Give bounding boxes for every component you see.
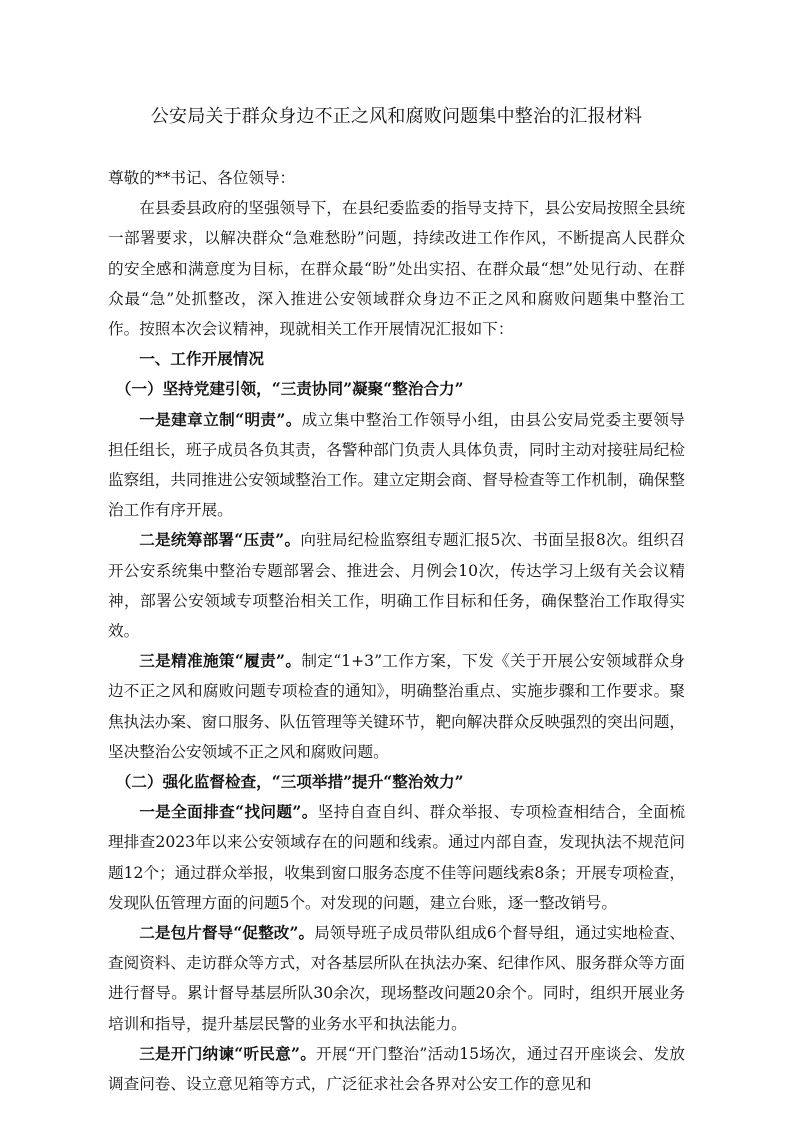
paragraph-6-lead: 三是开门纳谏“听民意”。: [139, 1043, 317, 1063]
paragraph-3: [108, 646, 685, 767]
paragraph-1-text: 成立集中整治工作领导小组，由县公安局党委主要领导担任组长，班子成员各负其责，各警种部门负责人具体负责，同时主动对接驻局纪检监察组，共同推进公安领域整治工作。建立定期会商、督导检查等工作机制，确保整治工作有序开展。: [108, 410, 685, 520]
paragraph-3-text: 制定“1+3”工作方案，下发《关于开展公安领域群众身边不正之风和腐败问题专项检查的通知》，明确整治重点、实施步骤和工作要求。聚焦执法办案、窗口服务、队伍管理等关键环节，靶向解决群众反映强烈的突出问题，坚决整治公安领域不正之风和腐败问题。: [108, 652, 685, 761]
paragraph-3-lead: 三是精准施策“履责”。: [139, 651, 302, 671]
paragraph-4-lead: 一是全面排查“找问题”。: [139, 802, 318, 822]
paragraph-2: [108, 525, 685, 646]
paragraph-5-lead: 二是包片督导“促整改”。: [139, 923, 315, 943]
paragraph-1-lead: 一是建章立制“明责”。: [139, 409, 302, 429]
paragraph-4-text: 坚持自查自纠、群众举报、专项检查相结合，全面梳理排查2023年以来公安领域存在的问题和线索。通过内部自查，发现执法不规范问题12个；通过群众举报，收集到窗口服务态度不佳等问题线索8条；开展专项检查，发现队伍管理方面的问题5个。对发现的问题，建立台账，逐一整改销号。: [108, 803, 685, 912]
subsection-heading-2: （二）强化监督检查，“三项举措”提升“整治效力”: [115, 772, 464, 792]
intro-paragraph: 在县委县政府的坚强领导下，在县纪委监委的指导支持下，县公安局按照全县统一部署要求，以解决群众“急难愁盼”问题，持续改进工作作风，不断提高人民群众的安全感和满意度为目标，在群众最“盼”处出实招、在群众最“想”处见行动、在群众最“急”处抓整改，深入推进公安领域群众身边不正之风和腐败问题集中整治工作。按照本次会议精神，现就相关工作开展情况汇报如下：: [108, 199, 685, 339]
section-heading-1: 一、工作开展情况: [139, 349, 264, 369]
paragraph-2-lead: 二是统筹部署“压责”。: [139, 530, 301, 550]
paragraph-6-text: 开展“开门整治”活动15场次，通过召开座谈会、发放调查问卷、设立意见箱等方式，广泛征求社会各界对公安工作的意见和: [108, 1044, 685, 1094]
paragraph-2-text: 向驻局纪检监察组专题汇报5次、书面呈报8次。组织召开公安系统集中整治专题部署会、推进会、月例会10次，传达学习上级有关会议精神，部署公安领域专项整治相关工作，明确工作目标和任务，确保整治工作取得实效。: [108, 531, 685, 641]
paragraph-5: [108, 918, 685, 1039]
document-title: 公安局关于群众身边不正之风和腐败问题集中整治的汇报材料: [150, 106, 643, 127]
document-page: [108, 0, 685, 1122]
paragraph-6: [108, 1039, 685, 1099]
paragraph-4: [108, 797, 685, 918]
paragraph-1: [108, 405, 685, 526]
subsection-heading-1: （一）坚持党建引领，“三责协同”凝聚“整治合力”: [115, 379, 464, 399]
document-body: [108, 163, 685, 1099]
salutation: 尊敬的**书记、各位领导：: [108, 169, 296, 187]
paragraph-5-text: 局领导班子成员带队组成6个督导组，通过实地检查、查阅资料、走访群众等方式，对各基层所队在执法办案、纪律作风、服务群众等方面进行督导。累计督导基层所队30余次，现场整改问题20余个。同时，组织开展业务培训和指导，提升基层民警的业务水平和执法能力。: [108, 924, 685, 1033]
